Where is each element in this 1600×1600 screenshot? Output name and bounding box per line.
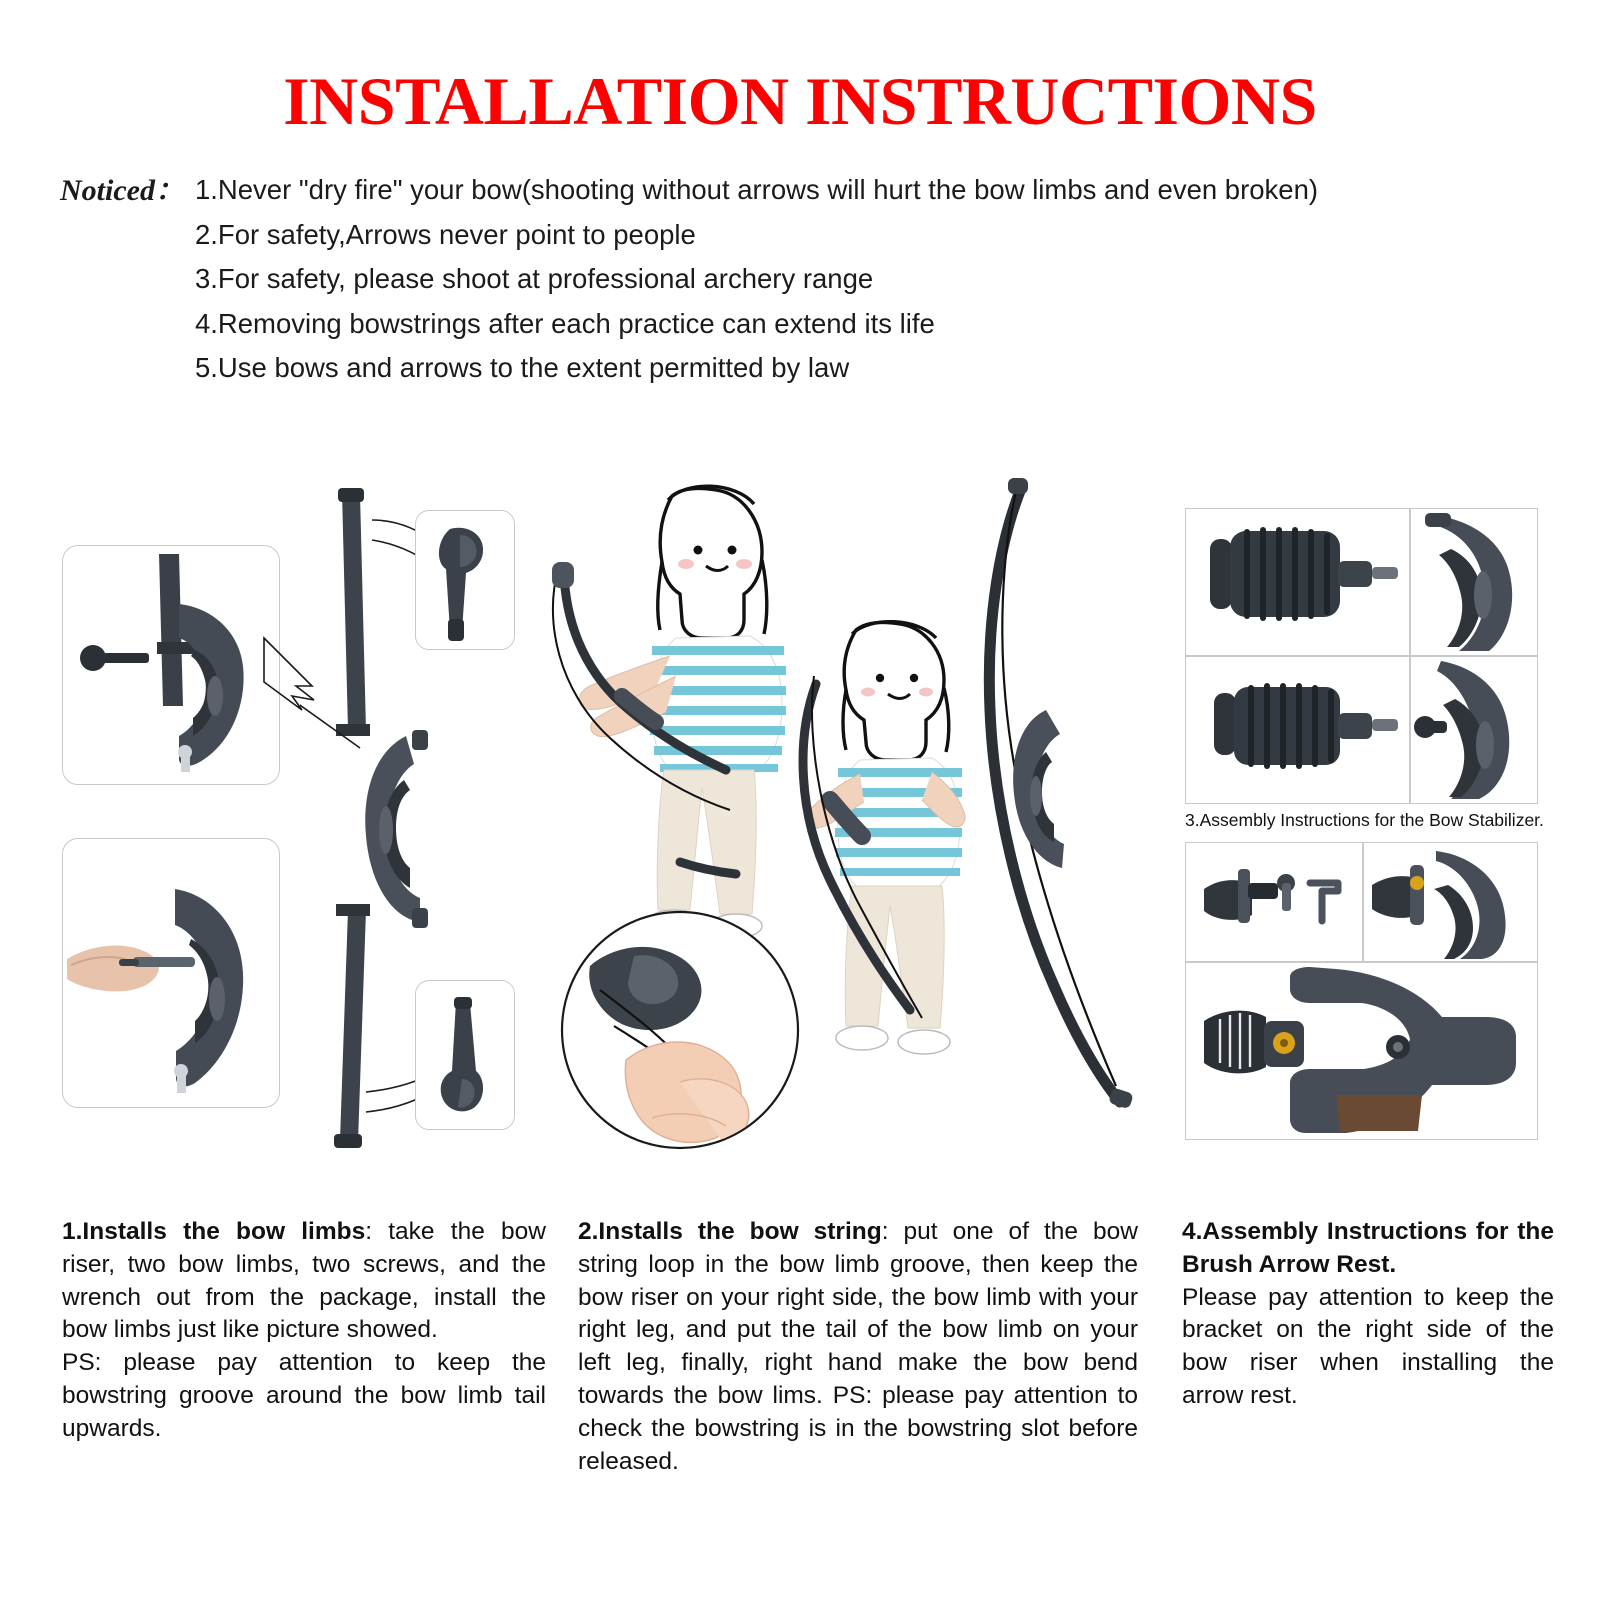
- panel-arrow-rest-mount-view: [1363, 842, 1538, 962]
- figure-area: [0, 470, 1600, 1170]
- step-2-heading: 2.Installs the bow string: [578, 1218, 882, 1245]
- step-2-text: [578, 1216, 1138, 1479]
- step-1-body: : take the bow riser, two bow limbs, two screws, and the wrench out from the package, install the bow limbs just like picture showed.: [62, 1218, 546, 1344]
- panel-limb-screw-detail: [62, 545, 280, 785]
- notice-label: Noticed：: [60, 174, 185, 207]
- step-1-ps: PS: please pay attention to keep the bowstring groove around the bow limb tail upwards.: [62, 1349, 546, 1442]
- panel-upper-limb-tip-detail: [415, 510, 515, 650]
- step-4-text: [1182, 1216, 1554, 1413]
- panel-stringing-demo: [530, 470, 1150, 1170]
- step-2-body: : put one of the bow string loop in the bow limb groove, then keep the bow riser on your right side, the bow limb with your right leg, and put the tail of the bow limb on your left leg, finally, right hand make the bow bend towards the bow lims. PS: please pay attention to check the bowstring is in the bowstring slot before released.: [578, 1218, 1138, 1475]
- panel-lower-limb-tip-detail: [415, 980, 515, 1130]
- panel-stabilizer-dampener-view: [1185, 508, 1410, 656]
- notice-item-4: 4.Removing bowstrings after each practice can extend its life: [194, 307, 935, 339]
- step-1-text: [62, 1216, 546, 1446]
- panel-arrow-rest-installed-view: [1185, 962, 1538, 1140]
- panel-stabilizer-riser-view: [1410, 508, 1538, 656]
- callout-arrow-left: [262, 620, 322, 750]
- notice-item-3: 3.For safety, please shoot at professional archery range: [194, 263, 874, 295]
- panel-arrow-rest-parts-view: [1185, 842, 1363, 962]
- notice-block: [60, 168, 1540, 391]
- panel-stabilizer-screw-view: [1410, 656, 1538, 804]
- notice-list: [195, 168, 1318, 391]
- step-4-heading: 4.Assembly Instructions for the Brush Arrow Rest.: [1182, 1218, 1554, 1278]
- notice-item-2: 2.For safety,Arrows never point to people: [194, 218, 696, 250]
- notice-item-1: 1.Never "dry fire" your bow(shooting without arrows will hurt the bow limbs and even broken): [194, 174, 1319, 205]
- stabilizer-caption: 3.Assembly Instructions for the Bow Stabilizer.: [1185, 810, 1544, 830]
- panel-wrench-install-detail: [62, 838, 280, 1108]
- page-title: INSTALLATION INSTRUCTIONS: [283, 63, 1317, 139]
- step-1-heading: 1.Installs the bow limbs: [62, 1218, 366, 1245]
- notice-item-5: 5.Use bows and arrows to the extent permitted by law: [194, 352, 850, 384]
- panel-stabilizer-mounted-view: [1185, 656, 1410, 804]
- step-4-ps: Please pay attention to keep the bracket on the right side of the bow riser when installing the arrow rest.: [1182, 1283, 1554, 1410]
